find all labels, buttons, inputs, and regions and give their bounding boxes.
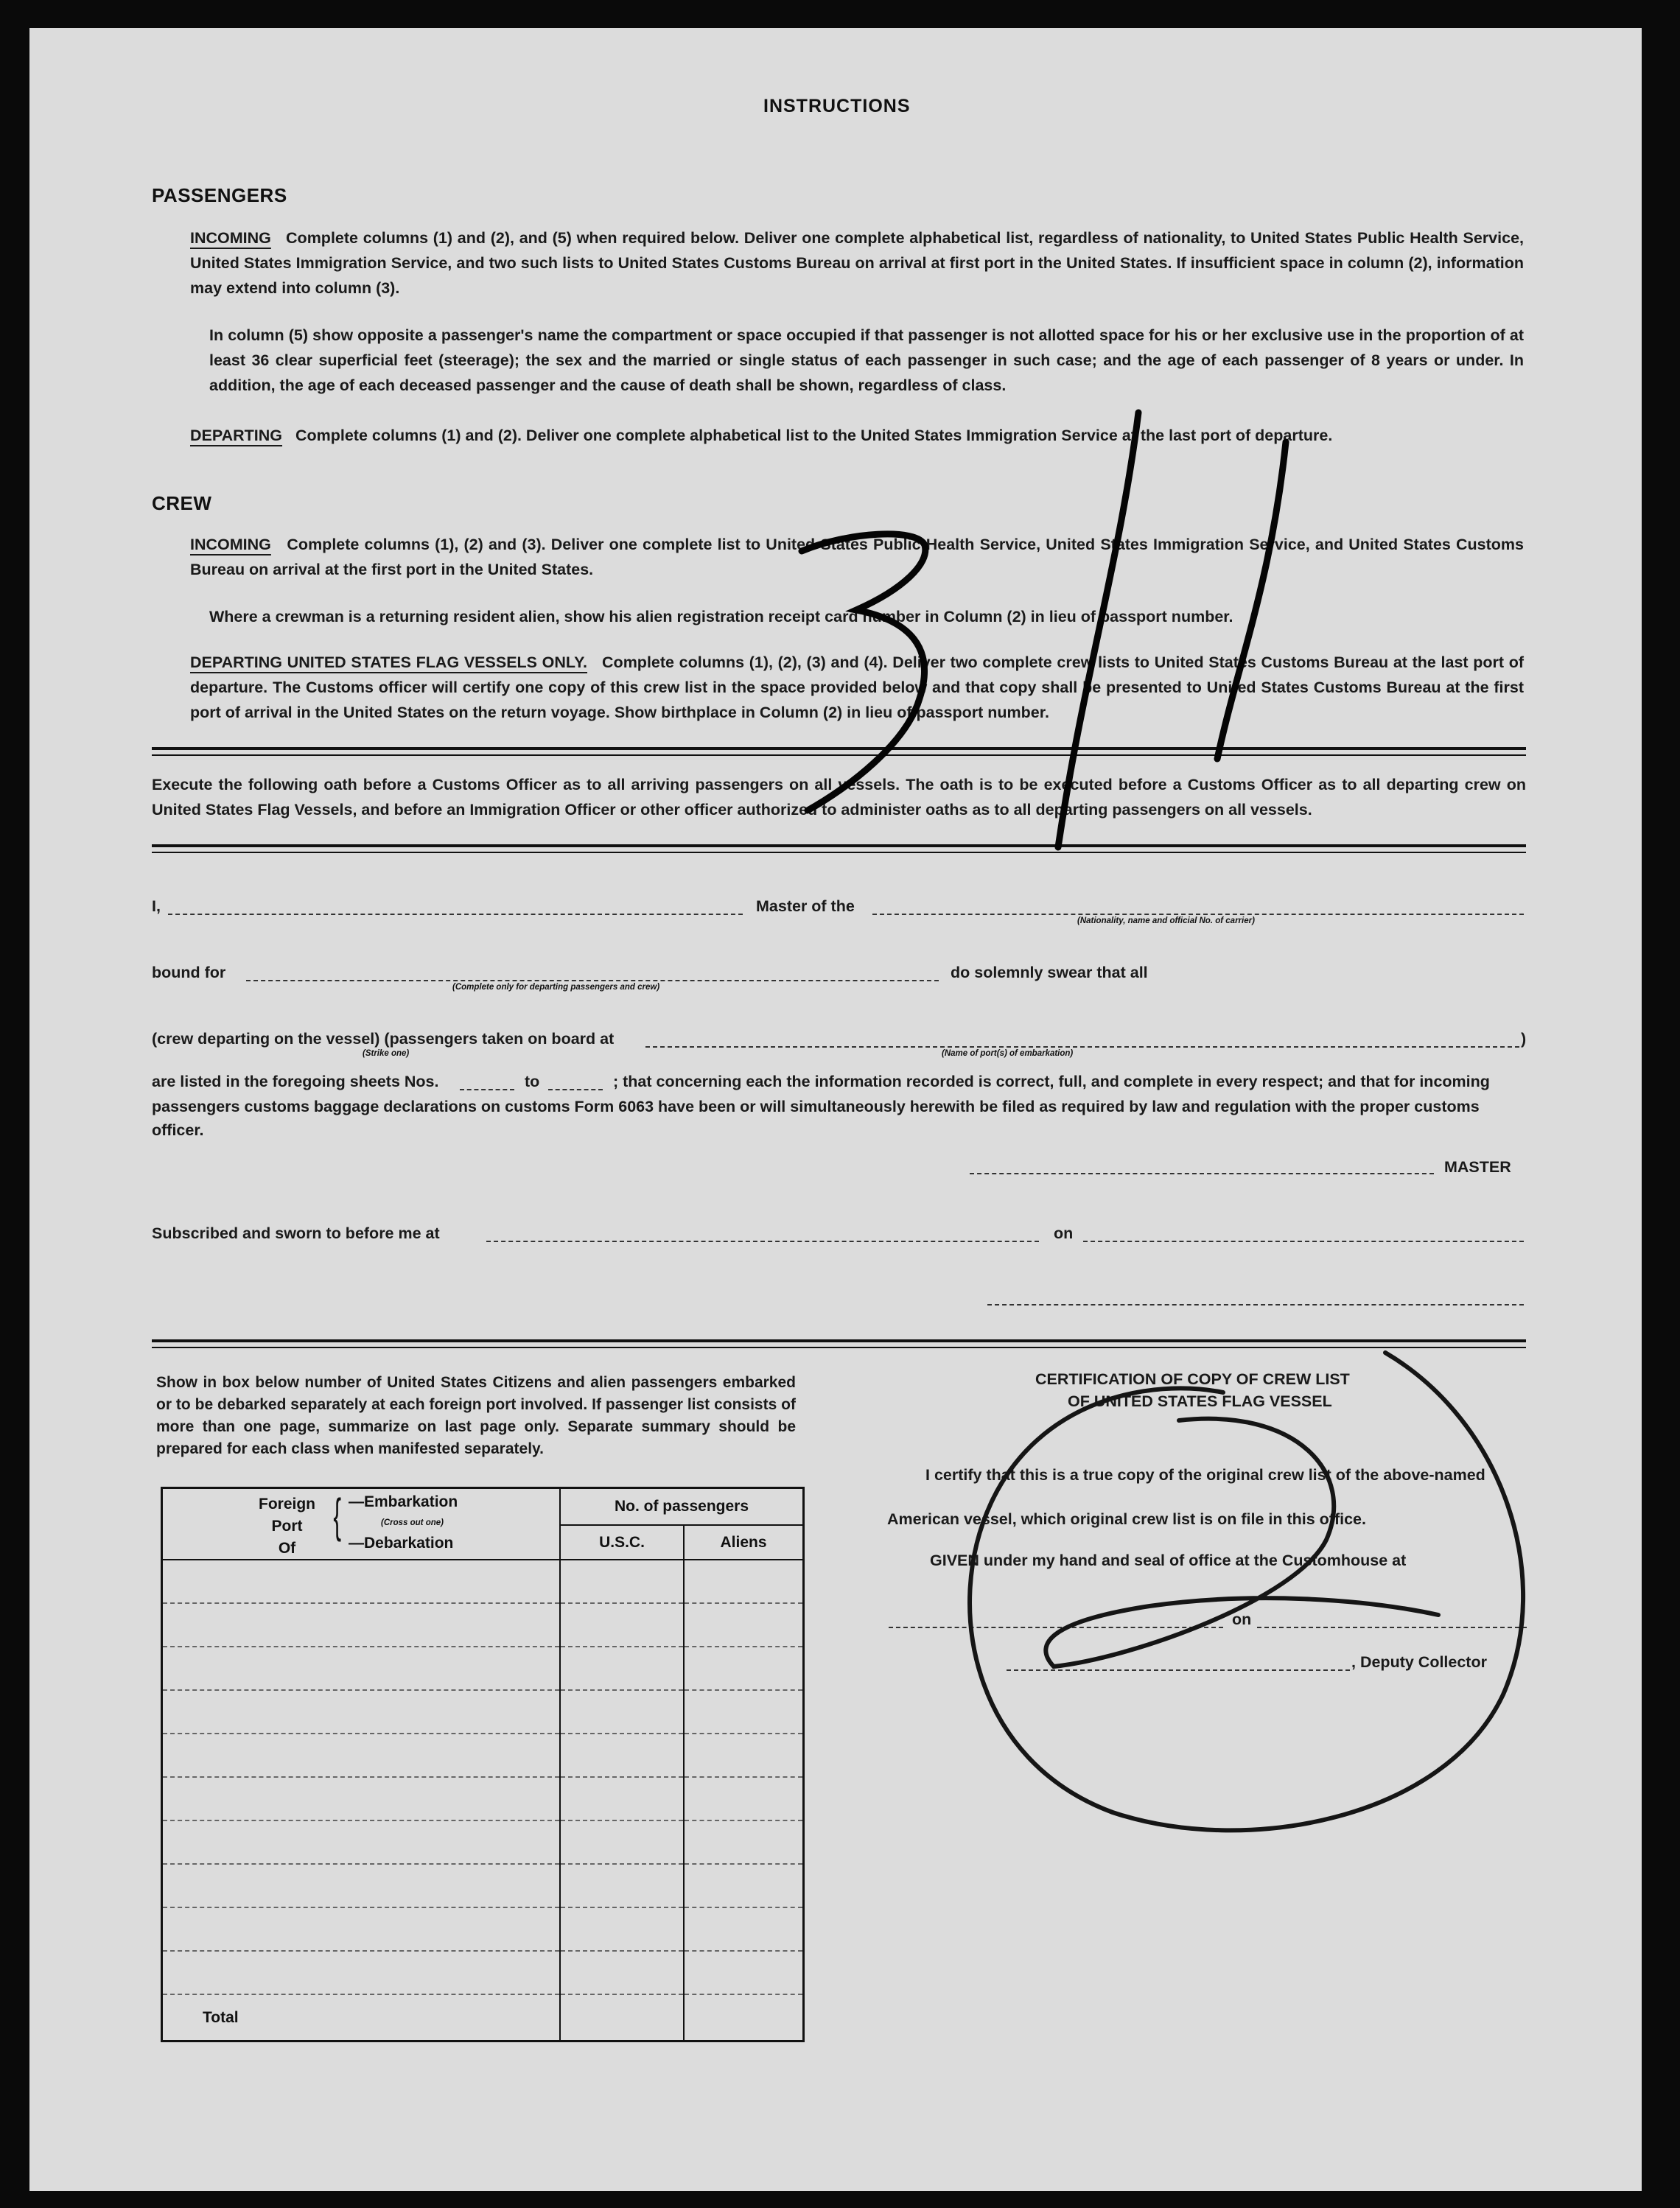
passengers-heading: PASSENGERS — [152, 184, 287, 206]
passengers-incoming-label: INCOMING — [190, 229, 271, 247]
swear-text: do solemnly swear that all — [951, 964, 1148, 981]
listed-line3: officer. — [152, 1121, 204, 1139]
passengers-column5-paragraph: In column (5) show opposite a passenger's name the compartment or space occupied if that passenger is not allotted space for his or her exclusive use in the proportion of at least 36 clear superficial feet (steerage); the sex and the married or single status of each passenger in such case; and the age of each passenger of 8 years or under. In addition, the age of each deceased passenger and the cause of death shall be shown, regardless of class. — [209, 326, 1524, 394]
crew-resident-paragraph: Where a crewman is a returning resident alien, show his alien registration receipt card number in Column (2) in lieu of passport number. — [209, 608, 1233, 625]
bound-for-label: bound for — [152, 964, 226, 981]
passengers-departing-label: DEPARTING — [190, 427, 283, 444]
master-of-the-label: Master of the — [756, 897, 855, 915]
handwritten-circled-2 — [970, 1353, 1523, 1830]
certify-line-2: American vessel, which original crew list is on file in this office. — [887, 1510, 1366, 1528]
total-label: Total — [203, 2008, 239, 2026]
page-title: INSTRUCTIONS — [763, 96, 911, 116]
crew-incoming-text: Complete columns (1), (2) and (3). Deliver one complete list to United States Public Health Service, United States Immigration Service, and United States Customs Bureau on arrival at the first port in the United States. — [190, 536, 1524, 578]
cross-out-note: (Cross out one) — [381, 1518, 444, 1527]
embarkation-label: —Embarkation — [349, 1493, 458, 1510]
oath-i-label: I, — [152, 897, 161, 915]
port-note: (Name of port(s) of embarkation) — [942, 1049, 1074, 1058]
certify-on-label: on — [1232, 1611, 1252, 1628]
complete-only-note: (Complete only for departing passengers and crew) — [452, 983, 660, 992]
debarkation-label: —Debarkation — [349, 1535, 454, 1552]
crew-departing-text: Complete columns (1), (2), (3) and (4). Deliver two complete crew lists to United States Customs Bureau at the last port of departure. The Customs officer will certify one copy of this crew list in the space provided below and that copy shall be presented to United States Customs Bureau at the first port of arrival in the United States on the return voyage. Show birthplace in Column (2) in lieu of passport number. — [190, 653, 1524, 721]
certification-title-2: OF UNITED STATES FLAG VESSEL — [1068, 1392, 1332, 1410]
crew-passengers-option: (crew departing on the vessel) (passengers taken on board at — [152, 1030, 615, 1048]
port-label: Port — [271, 1518, 303, 1535]
subscribed-label: Subscribed and sworn to before me at — [152, 1224, 440, 1242]
summary-instructions: Show in box below number of United States Citizens and alien passengers embarked or to be debarked separately at each foreign port involved. If passenger list consists of more than one page, summarize on last page only. Separate summary should be prepared for each class when manifested separately. — [156, 1374, 796, 1457]
aliens-header: Aliens — [684, 1525, 804, 1560]
certify-line-3: GIVEN under my hand and seal of office at the Customhouse at — [930, 1552, 1407, 1569]
certify-line-1: I certify that this is a true copy of the original crew list of the above-named — [925, 1466, 1485, 1484]
usc-header: U.S.C. — [560, 1525, 684, 1560]
sheet-to-label: to — [525, 1073, 540, 1090]
handwritten-3-1 — [802, 413, 1286, 847]
sworn-on-label: on — [1054, 1224, 1074, 1242]
passengers-incoming-text: Complete columns (1) and (2), and (5) when required below. Deliver one complete alphabetical list, regardless of nationality, to United States Public Health Service, United States Immigration Service, and two such lists to United States Customs Bureau on arrival at first port in the United States. If insufficient space in column (2), information may extend into column (3). — [190, 229, 1525, 297]
of-label: Of — [278, 1540, 296, 1557]
deputy-collector-label: , Deputy Collector — [1351, 1653, 1487, 1671]
strike-one-note: (Strike one) — [363, 1049, 410, 1058]
master-label: MASTER — [1444, 1158, 1511, 1176]
listed-rest: ; that concerning each the information recorded is correct, full, and complete in every respect; and that for incoming — [613, 1073, 1490, 1090]
close-paren: ) — [1521, 1030, 1527, 1048]
foreign-label: Foreign — [259, 1496, 315, 1513]
passengers-departing-text: Complete columns (1) and (2). Deliver one complete alphabetical list to the United States Immigration Service at the last port of departure. — [295, 427, 1333, 444]
oath-intro: Execute the following oath before a Customs Officer as to all arriving passengers on all vessels. The oath is to be executed before a Customs Officer as to all departing crew on United States Flag Vessels, and before an Immigration Officer or other officer authorized to administer oaths as to all departing passengers on all vessels. — [152, 776, 1526, 819]
listed-prefix: are listed in the foregoing sheets Nos. — [152, 1073, 439, 1090]
brace-glyph: { — [333, 1489, 342, 1542]
certification-title-1: CERTIFICATION OF COPY OF CREW LIST — [1035, 1370, 1350, 1388]
no-of-passengers-header: No. of passengers — [560, 1488, 804, 1526]
crew-incoming-label: INCOMING — [190, 536, 271, 553]
listed-line2: passengers customs baggage declarations on customs Form 6063 have been or will simultaneously herewith be filed as required by law and regulation with the proper customs — [152, 1098, 1480, 1115]
nationality-note: (Nationality, name and official No. of carrier) — [1077, 917, 1255, 925]
crew-heading: CREW — [152, 492, 212, 514]
crew-departing-label: DEPARTING UNITED STATES FLAG VESSELS ONLY. — [190, 653, 588, 671]
